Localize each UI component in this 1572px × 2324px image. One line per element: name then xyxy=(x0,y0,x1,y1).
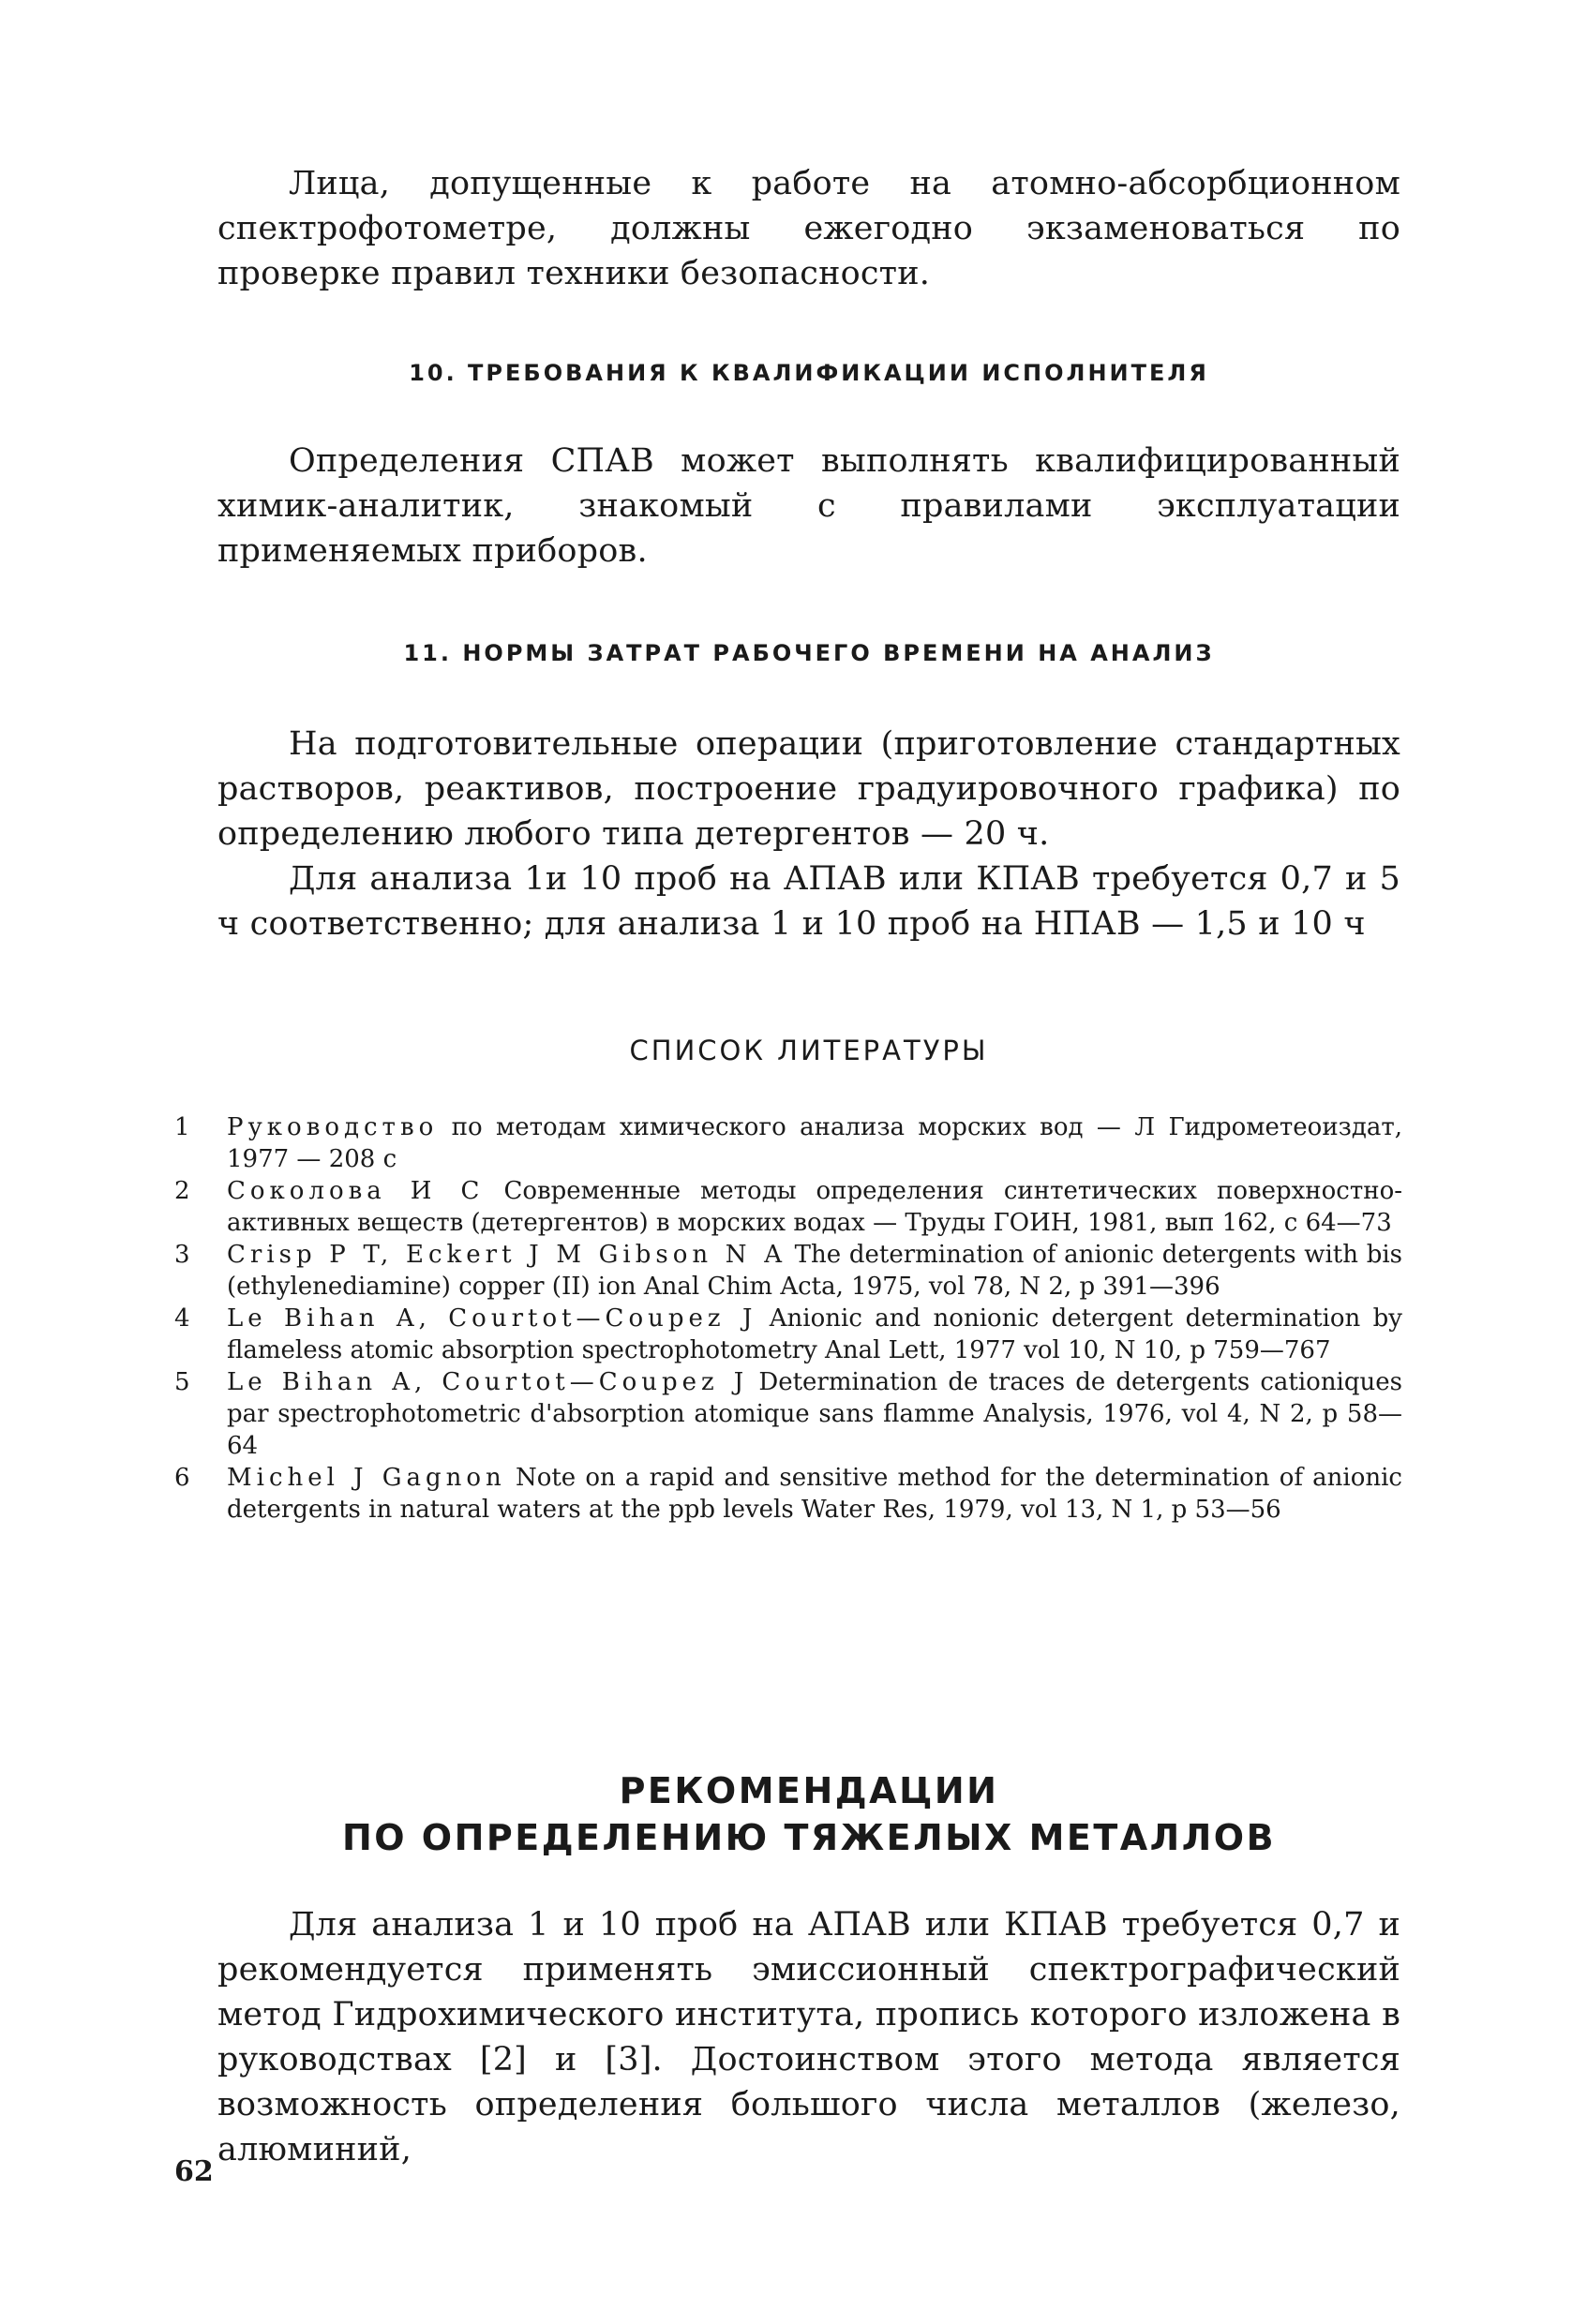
intro-paragraph: Лица, допущенные к работе на атомно-абсорбционном спектрофотометре, должны ежегодно экзаменоваться по проверке правил техники безопасности. xyxy=(217,165,1400,292)
reference-item xyxy=(174,1303,1402,1366)
section-10-block xyxy=(217,439,1400,574)
reference-text: по методам химического анализа морских вод — Л Гидрометеоиздат, 1977 — 208 с xyxy=(227,1113,1402,1173)
section-11-paragraph-2: Для анализа 1и 10 проб на АПАВ или КПАВ требуется 0,7 и 5 ч соответственно; для анализа 1 и 10 проб на НПАВ — 1,5 и 10 ч xyxy=(217,860,1400,943)
reference-item xyxy=(174,1175,1402,1239)
reference-text: Note on a rapid and sensitive method for the determination of anionic detergents in natural waters at the ppb levels Water Res, 1979, vol 13, N 1, p 53—56 xyxy=(227,1464,1402,1524)
recommendations-title xyxy=(217,1767,1400,1861)
reference-text: Determination de traces de detergents cationiques par spectrophotometric d'absorption atomique sans flamme Analysis, 1976, vol 4, N 2, p 58—64 xyxy=(227,1368,1402,1460)
reference-number: 2 xyxy=(174,1177,190,1205)
reference-text: Anionic and nonionic detergent determination by flameless atomic absorption spectrophotometry Anal Lett, 1977 vol 10, N 10, p 759—767 xyxy=(227,1304,1402,1364)
reference-author: Le Bihan A, Courtot—Coupez J xyxy=(227,1304,757,1333)
reference-number: 6 xyxy=(174,1464,190,1492)
reference-number: 3 xyxy=(174,1241,190,1269)
reference-text: The determination of anionic detergents with bis (ethylenediamine) copper (II) ion Anal Chim Acta, 1975, vol 78, N 2, p 391—396 xyxy=(227,1241,1402,1301)
intro-block xyxy=(217,161,1400,296)
reference-item xyxy=(174,1462,1402,1526)
reference-item xyxy=(174,1239,1402,1303)
section-10-paragraph: Определения СПАВ может выполнять квалифицированный химик-аналитик, знакомый с правилами эксплуатации применяемых приборов. xyxy=(217,442,1400,570)
recommendations-title-line-2: ПО ОПРЕДЕЛЕНИЮ ТЯЖЕЛЫХ МЕТАЛЛОВ xyxy=(341,1817,1277,1858)
recommendations-paragraph: Для анализа 1 и 10 проб на АПАВ или КПАВ требуется 0,7 и рекомендуется применять эмиссионный спектрографический метод Гидрохимического института, пропись которого изложена в руководствах [2] и [3]. Достоинством этого метода является возможность определения большого числа металлов (железо, алюминий, xyxy=(217,1906,1400,2168)
reference-item xyxy=(174,1111,1402,1175)
reference-author: Соколова И С xyxy=(227,1177,485,1205)
reference-number: 1 xyxy=(174,1113,190,1141)
section-11-block xyxy=(217,722,1400,946)
reference-number: 5 xyxy=(174,1368,190,1396)
page-number: 62 xyxy=(174,2155,214,2188)
recommendations-title-line-1: РЕКОМЕНДАЦИИ xyxy=(619,1770,999,1811)
reference-author: Michel J Gagnon xyxy=(227,1464,506,1492)
reference-number: 4 xyxy=(174,1304,190,1333)
section-10-heading: 10. ТРЕБОВАНИЯ К КВАЛИФИКАЦИИ ИСПОЛНИТЕЛЯ xyxy=(409,360,1209,386)
reference-text: Современные методы определения синтетических поверхностно-активных веществ (детергентов) в морских водах — Труды ГОИН, 1981, вып 162, с 64—73 xyxy=(227,1177,1403,1237)
section-11-heading: 11. НОРМЫ ЗАТРАТ РАБОЧЕГО ВРЕМЕНИ НА АНАЛИЗ xyxy=(403,640,1215,666)
recommendations-block xyxy=(217,1902,1400,2172)
references-list xyxy=(174,1111,1402,1526)
reference-item xyxy=(174,1366,1402,1462)
reference-author: Crisp P T, Eckert J M Gibson N A xyxy=(227,1241,786,1269)
section-11-paragraph-1: На подготовительные операции (приготовление стандартных растворов, реактивов, построение градуировочного графика) по определению любого типа детергентов — 20 ч. xyxy=(217,725,1400,853)
reference-author: Руководство xyxy=(227,1113,439,1141)
reference-author: Le Bihan A, Courtot—Coupez J xyxy=(227,1368,749,1396)
references-heading: СПИСОК ЛИТЕРАТУРЫ xyxy=(629,1035,989,1066)
